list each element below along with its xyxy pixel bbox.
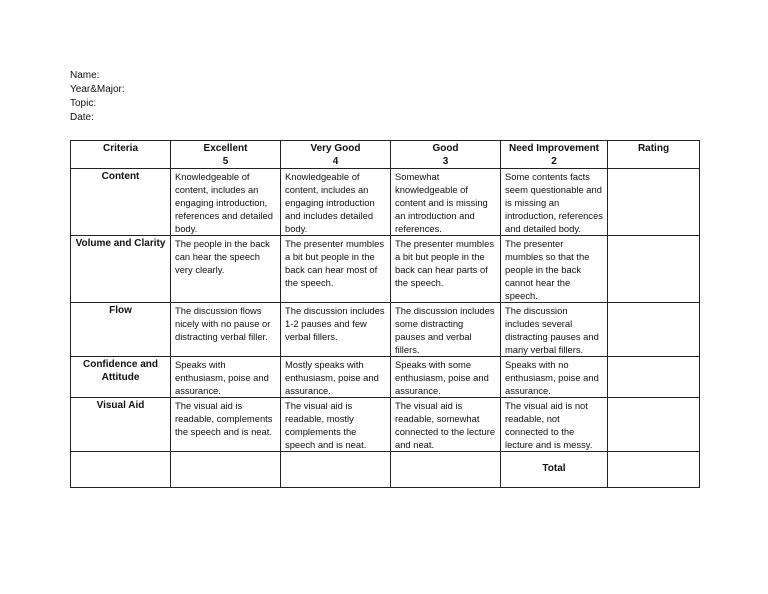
column-title: Excellent [203, 143, 248, 154]
rubric-cell: The visual aid is readable, mostly complements the speech and is neat. [281, 398, 391, 452]
rubric-cell: Mostly speaks with enthusiasm, poise and assurance. [281, 357, 391, 398]
topic-label: Topic: [70, 98, 97, 109]
rubric-cell: The people in the back can hear the speech very clearly. [171, 236, 281, 303]
column-header-criteria [71, 141, 171, 169]
criteria-cell: Flow [71, 303, 171, 357]
date-label: Date: [70, 112, 94, 123]
rubric-cell: The visual aid is readable, complements the speech and is neat. [171, 398, 281, 452]
column-score: 2 [551, 156, 557, 167]
rubric-cell: The visual aid is not readable, not connected to the lecture and is messy. [501, 398, 608, 452]
column-title: Very Good [310, 143, 361, 154]
table-row [71, 398, 700, 452]
rubric-cell: The discussion flows nicely with no pause or distracting verbal filler. [171, 303, 281, 357]
column-header-rating [608, 141, 700, 169]
rubric-cell: The presenter mumbles a bit but people in the back can hear most of the speech. [281, 236, 391, 303]
rubric-cell: Speaks with some enthusiasm, poise and assurance. [391, 357, 501, 398]
total-value-cell[interactable] [608, 452, 700, 488]
table-row [71, 303, 700, 357]
rubric-cell: The discussion includes 1-2 pauses and few verbal fillers. [281, 303, 391, 357]
rubric-cell: The visual aid is readable, somewhat connected to the lecture and neat. [391, 398, 501, 452]
empty-cell [281, 452, 391, 488]
rubric-cell: Somewhat knowledgeable of content and is missing an introduction and references. [391, 169, 501, 236]
total-label: Total [501, 452, 608, 488]
column-header-very-good [281, 141, 391, 169]
criteria-cell: Content [71, 169, 171, 236]
rating-cell[interactable] [608, 236, 700, 303]
rating-cell[interactable] [608, 169, 700, 236]
rating-cell[interactable] [608, 357, 700, 398]
column-score: 3 [442, 156, 449, 167]
empty-cell [71, 452, 171, 488]
table-row [71, 236, 700, 303]
rubric-cell: Knowledgeable of content, includes an engaging introduction and includes detailed body. [281, 169, 391, 236]
rubric-cell: Speaks with enthusiasm, poise and assurance. [171, 357, 281, 398]
empty-cell [171, 452, 281, 488]
rubric-cell: The discussion includes several distracting pauses and many verbal fillers. [501, 303, 608, 357]
rubric-cell: Speaks with no enthusiasm, poise and assurance. [501, 357, 608, 398]
table-row [71, 169, 700, 236]
criteria-cell: Visual Aid [71, 398, 171, 452]
rubric-cell: Some contents facts seem questionable and is missing an introduction, references and detailed body. [501, 169, 608, 236]
header-row [71, 141, 700, 169]
empty-cell [391, 452, 501, 488]
header-fields [70, 69, 125, 125]
criteria-cell: Confidence and Attitude [71, 357, 171, 398]
rubric-cell: The presenter mumbles so that the people in the back cannot hear the speech. [501, 236, 608, 303]
name-label: Name: [70, 70, 100, 81]
column-title: Need Improvement [508, 143, 600, 154]
total-row [71, 452, 700, 488]
year-major-label: Year&Major: [70, 84, 125, 95]
rubric-cell: Knowledgeable of content, includes an engaging introduction, references and detailed body. [171, 169, 281, 236]
table-row [71, 357, 700, 398]
column-header-need-improvement [501, 141, 608, 169]
rubric-cell: The discussion includes some distracting pauses and verbal fillers. [391, 303, 501, 357]
column-title: Rating [637, 143, 670, 154]
rubric-table [70, 140, 700, 488]
criteria-cell: Volume and Clarity [71, 236, 171, 303]
column-score: 5 [222, 156, 229, 167]
column-score: 4 [332, 156, 339, 167]
rating-cell[interactable] [608, 303, 700, 357]
column-header-excellent [171, 141, 281, 169]
column-title: Criteria [102, 143, 138, 154]
rating-cell[interactable] [608, 398, 700, 452]
column-title: Good [432, 143, 459, 154]
column-header-good [391, 141, 501, 169]
rubric-cell: The presenter mumbles a bit but people in the back can hear parts of the speech. [391, 236, 501, 303]
